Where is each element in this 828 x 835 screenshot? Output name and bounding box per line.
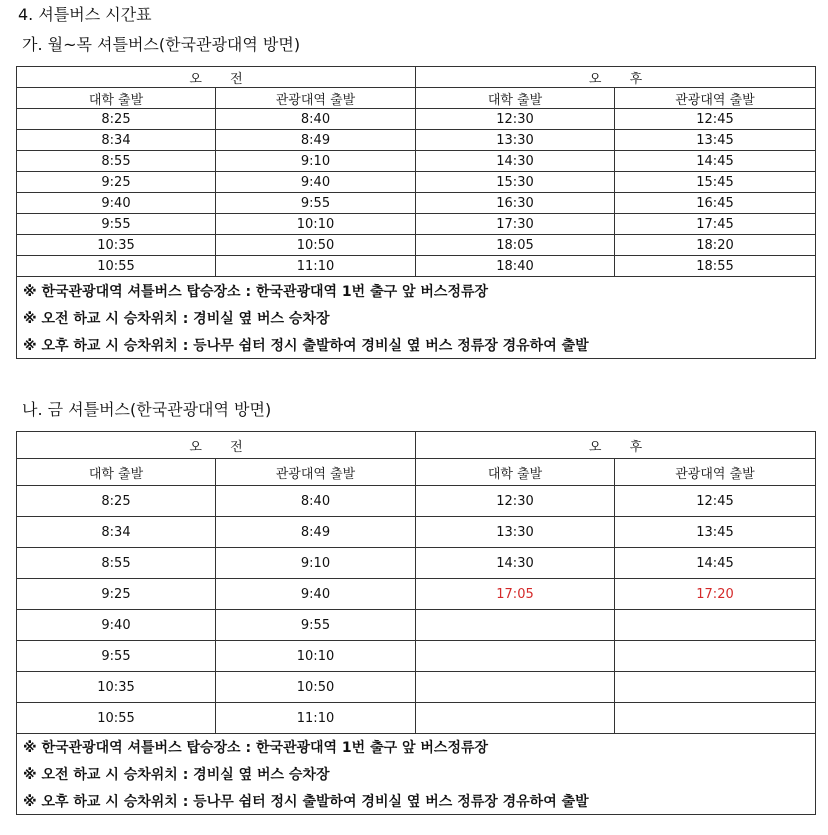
table-row [17, 703, 816, 734]
section-b-heading: 나. 금 셔틀버스(한국관광대역 방면) [22, 400, 272, 419]
empty-cell [615, 641, 816, 672]
note-row [17, 761, 816, 788]
boarding-location-note: ※ 한국관광대역 셔틀버스 탑승장소 : 한국관광대역 1번 출구 앞 버스정류장 [17, 734, 816, 761]
table-cell: 8:40 [216, 109, 416, 130]
table-cell: 9:10 [216, 548, 416, 579]
table-row [17, 214, 816, 235]
table-cell: 16:30 [416, 193, 615, 214]
period-header-row [17, 67, 816, 88]
column-header: 대학 출발 [17, 88, 216, 109]
table-cell: 9:55 [17, 641, 216, 672]
page-title: 4. 셔틀버스 시간표 [18, 5, 152, 24]
table-row [17, 641, 816, 672]
changed-time-cell: 17:05 [416, 579, 615, 610]
am-header: 오 전 [17, 432, 416, 459]
note-row [17, 788, 816, 815]
friday-schedule-table [16, 431, 816, 815]
table-cell: 14:45 [615, 151, 816, 172]
empty-cell [416, 610, 615, 641]
table-cell: 8:34 [17, 517, 216, 548]
table-cell: 18:55 [615, 256, 816, 277]
table-cell: 9:10 [216, 151, 416, 172]
column-header: 관광대역 출발 [615, 459, 816, 486]
table-cell: 12:45 [615, 486, 816, 517]
table-row [17, 172, 816, 193]
table-cell: 12:30 [416, 486, 615, 517]
empty-cell [615, 610, 816, 641]
empty-cell [615, 703, 816, 734]
table-cell: 10:50 [216, 672, 416, 703]
am-header: 오 전 [17, 67, 416, 88]
section-a-heading: 가. 월~목 셔틀버스(한국관광대역 방면) [22, 35, 301, 54]
table-cell: 8:34 [17, 130, 216, 151]
table-cell: 8:49 [216, 130, 416, 151]
column-header: 대학 출발 [17, 459, 216, 486]
pm-boarding-note: ※ 오후 하교 시 승차위치 : 등나무 쉼터 정시 출발하여 경비실 옆 버스 정류장 경유하여 출발 [17, 788, 816, 815]
column-header-row [17, 459, 816, 486]
table-cell: 13:45 [615, 517, 816, 548]
boarding-location-note: ※ 한국관광대역 셔틀버스 탑승장소 : 한국관광대역 1번 출구 앞 버스정류장 [17, 277, 816, 305]
table-cell: 9:40 [216, 579, 416, 610]
table-cell: 8:49 [216, 517, 416, 548]
am-boarding-note: ※ 오전 하교 시 승차위치 : 경비실 옆 버스 승차장 [17, 304, 816, 331]
empty-cell [615, 672, 816, 703]
table-cell: 14:30 [416, 548, 615, 579]
table-cell: 18:05 [416, 235, 615, 256]
table-cell: 8:40 [216, 486, 416, 517]
table-cell: 12:30 [416, 109, 615, 130]
weekday-schedule-table [16, 66, 816, 359]
table-row [17, 517, 816, 548]
empty-cell [416, 641, 615, 672]
pm-header: 오 후 [416, 67, 816, 88]
table-cell: 9:40 [216, 172, 416, 193]
table-cell: 8:55 [17, 151, 216, 172]
column-header: 관광대역 출발 [216, 88, 416, 109]
table-cell: 12:45 [615, 109, 816, 130]
table-cell: 13:30 [416, 517, 615, 548]
table-row [17, 256, 816, 277]
table-cell: 9:40 [17, 193, 216, 214]
table-row [17, 151, 816, 172]
table-cell: 11:10 [216, 256, 416, 277]
pm-header: 오 후 [416, 432, 816, 459]
table-cell: 9:55 [216, 193, 416, 214]
table-cell: 18:20 [615, 235, 816, 256]
table-cell: 9:55 [216, 610, 416, 641]
note-row [17, 277, 816, 305]
am-boarding-note: ※ 오전 하교 시 승차위치 : 경비실 옆 버스 승차장 [17, 761, 816, 788]
table-cell: 9:25 [17, 579, 216, 610]
column-header: 관광대역 출발 [615, 88, 816, 109]
note-row [17, 331, 816, 359]
table-cell: 18:40 [416, 256, 615, 277]
table-cell: 10:35 [17, 235, 216, 256]
table-cell: 8:25 [17, 486, 216, 517]
table-cell: 9:40 [17, 610, 216, 641]
table-cell: 10:10 [216, 641, 416, 672]
table-cell: 11:10 [216, 703, 416, 734]
table-cell: 10:10 [216, 214, 416, 235]
table-cell: 10:35 [17, 672, 216, 703]
table-cell: 8:55 [17, 548, 216, 579]
table-cell: 9:25 [17, 172, 216, 193]
empty-cell [416, 703, 615, 734]
table-row [17, 548, 816, 579]
column-header: 대학 출발 [416, 459, 615, 486]
table-row [17, 193, 816, 214]
table-cell: 9:55 [17, 214, 216, 235]
table-cell: 14:45 [615, 548, 816, 579]
table-row [17, 579, 816, 610]
table-cell: 13:45 [615, 130, 816, 151]
table-cell: 10:55 [17, 256, 216, 277]
empty-cell [416, 672, 615, 703]
period-header-row [17, 432, 816, 459]
note-row [17, 734, 816, 761]
table-cell: 10:50 [216, 235, 416, 256]
table-cell: 16:45 [615, 193, 816, 214]
column-header: 대학 출발 [416, 88, 615, 109]
note-row [17, 304, 816, 331]
table-row [17, 486, 816, 517]
table-cell: 8:25 [17, 109, 216, 130]
table-row [17, 109, 816, 130]
column-header-row [17, 88, 816, 109]
column-header: 관광대역 출발 [216, 459, 416, 486]
pm-boarding-note: ※ 오후 하교 시 승차위치 : 등나무 쉼터 정시 출발하여 경비실 옆 버스 정류장 경유하여 출발 [17, 331, 816, 359]
table-cell: 15:30 [416, 172, 615, 193]
table-cell: 17:30 [416, 214, 615, 235]
table-row [17, 235, 816, 256]
table-row [17, 672, 816, 703]
table-row [17, 610, 816, 641]
table-cell: 17:45 [615, 214, 816, 235]
table-cell: 14:30 [416, 151, 615, 172]
table-cell: 15:45 [615, 172, 816, 193]
table-cell: 10:55 [17, 703, 216, 734]
table-row [17, 130, 816, 151]
table-cell: 13:30 [416, 130, 615, 151]
changed-time-cell: 17:20 [615, 579, 816, 610]
